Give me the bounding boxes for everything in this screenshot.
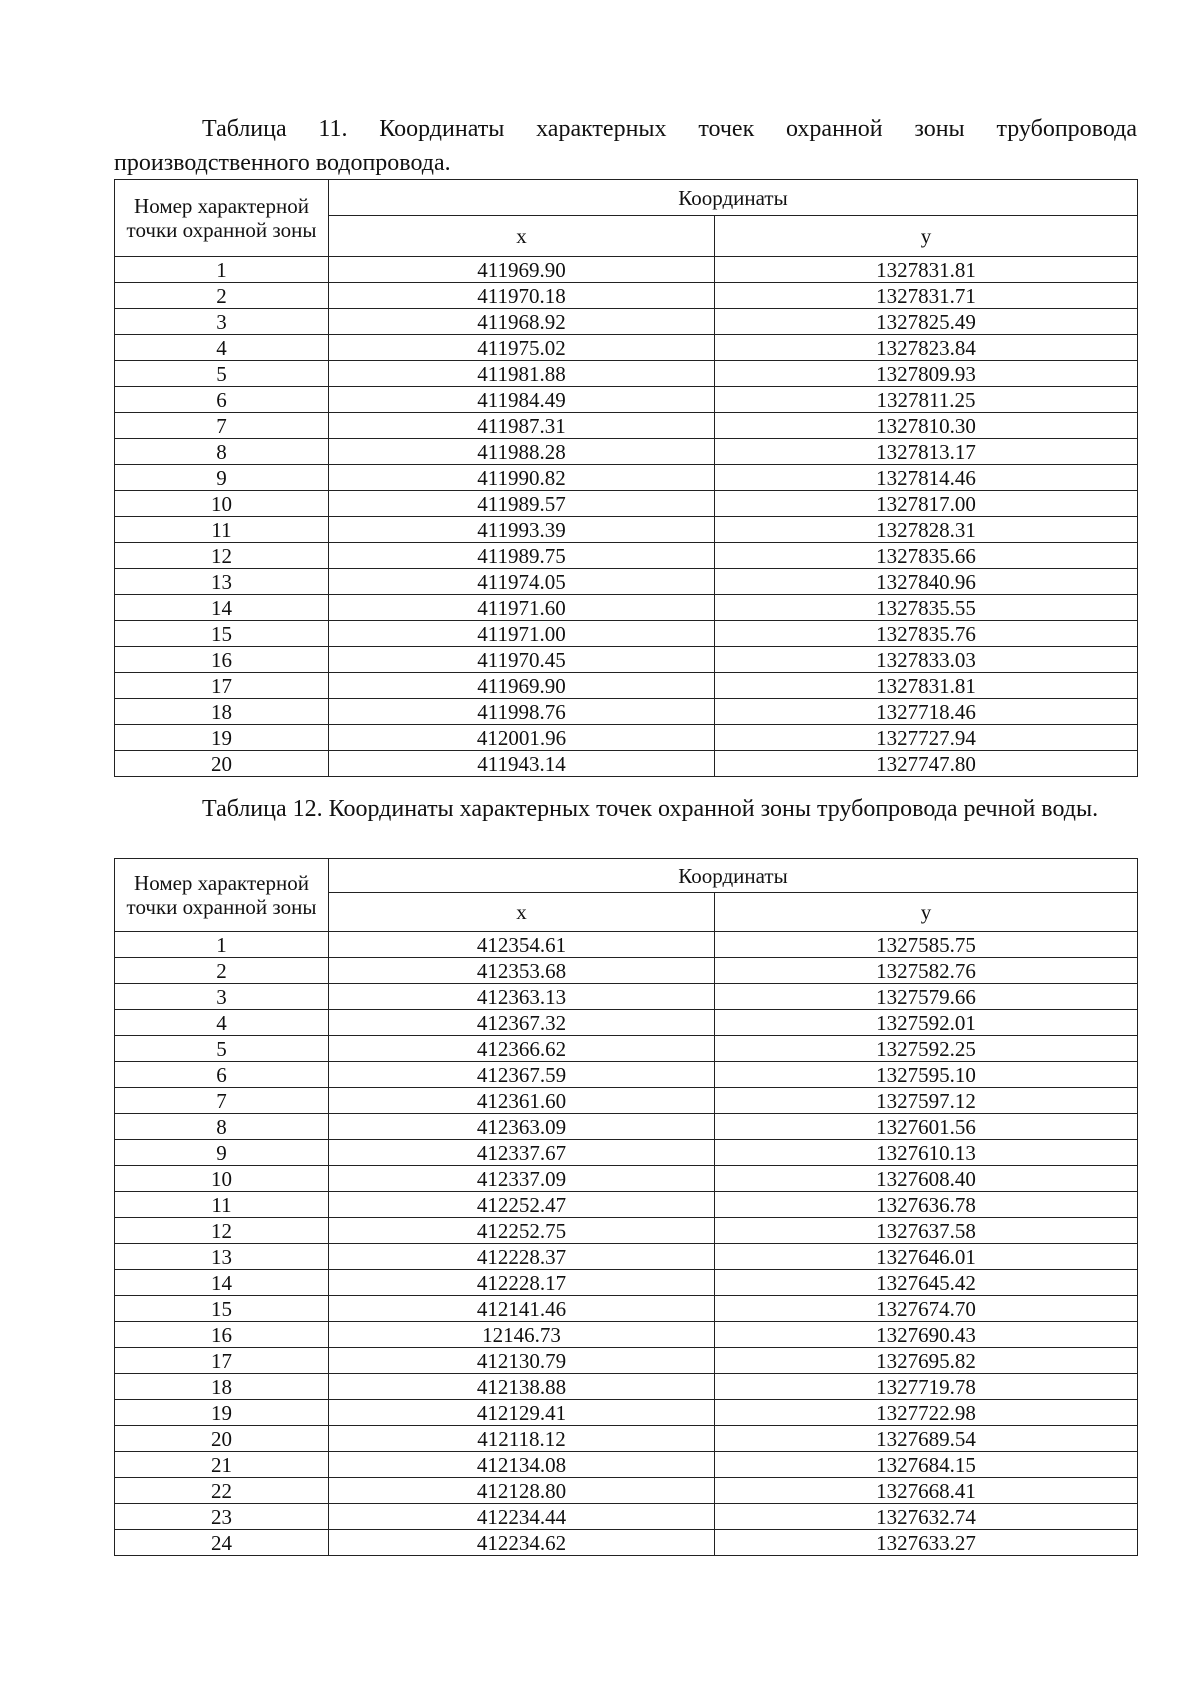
point-number: 9 [115, 465, 329, 491]
x-coordinate: 412363.13 [329, 984, 715, 1010]
table-row [115, 1296, 1138, 1322]
point-number: 5 [115, 1036, 329, 1062]
table-row [115, 1452, 1138, 1478]
table-row [115, 569, 1138, 595]
y-coordinate: 1327823.84 [715, 335, 1138, 361]
y-coordinate: 1327727.94 [715, 725, 1138, 751]
y-coordinate: 1327632.74 [715, 1504, 1138, 1530]
point-number: 7 [115, 1088, 329, 1114]
table-row [115, 984, 1138, 1010]
point-number: 13 [115, 1244, 329, 1270]
y-coordinate: 1327810.30 [715, 413, 1138, 439]
point-number: 19 [115, 725, 329, 751]
header-x: x [329, 893, 715, 932]
table-row [115, 1010, 1138, 1036]
x-coordinate: 412138.88 [329, 1374, 715, 1400]
table-row [115, 1036, 1138, 1062]
y-coordinate: 1327831.71 [715, 283, 1138, 309]
x-coordinate: 411975.02 [329, 335, 715, 361]
table-row [115, 465, 1138, 491]
x-coordinate: 412337.09 [329, 1166, 715, 1192]
point-number: 18 [115, 1374, 329, 1400]
header-coordinates: Координаты [329, 180, 1138, 216]
caption-text: Таблица 12. Координаты характерных точек охранной зоны трубопровода речной воды. [202, 796, 1099, 822]
x-coordinate: 411984.49 [329, 387, 715, 413]
x-coordinate: 411993.39 [329, 517, 715, 543]
x-coordinate: 411968.92 [329, 309, 715, 335]
x-coordinate: 412252.47 [329, 1192, 715, 1218]
point-number: 16 [115, 1322, 329, 1348]
table-row [115, 387, 1138, 413]
point-number: 2 [115, 283, 329, 309]
table-row [115, 1426, 1138, 1452]
x-coordinate: 412366.62 [329, 1036, 715, 1062]
y-coordinate: 1327601.56 [715, 1114, 1138, 1140]
x-coordinate: 412134.08 [329, 1452, 715, 1478]
table-row [115, 932, 1138, 958]
y-coordinate: 1327828.31 [715, 517, 1138, 543]
table-row [115, 1244, 1138, 1270]
x-coordinate: 411969.90 [329, 673, 715, 699]
point-number: 2 [115, 958, 329, 984]
point-number: 24 [115, 1530, 329, 1556]
point-number: 4 [115, 1010, 329, 1036]
table-row [115, 1322, 1138, 1348]
point-number: 19 [115, 1400, 329, 1426]
x-coordinate: 411989.57 [329, 491, 715, 517]
table-row [115, 413, 1138, 439]
point-number: 9 [115, 1140, 329, 1166]
point-number: 13 [115, 569, 329, 595]
point-number: 20 [115, 1426, 329, 1452]
y-coordinate: 1327695.82 [715, 1348, 1138, 1374]
point-number: 11 [115, 517, 329, 543]
point-number: 23 [115, 1504, 329, 1530]
table-row [115, 725, 1138, 751]
point-number: 17 [115, 673, 329, 699]
y-coordinate: 1327592.01 [715, 1010, 1138, 1036]
point-number: 14 [115, 1270, 329, 1296]
x-coordinate: 411987.31 [329, 413, 715, 439]
y-coordinate: 1327814.46 [715, 465, 1138, 491]
x-coordinate: 412354.61 [329, 932, 715, 958]
x-coordinate: 411981.88 [329, 361, 715, 387]
y-coordinate: 1327747.80 [715, 751, 1138, 777]
y-coordinate: 1327645.42 [715, 1270, 1138, 1296]
x-coordinate: 412367.59 [329, 1062, 715, 1088]
table-row [115, 361, 1138, 387]
x-coordinate: 411988.28 [329, 439, 715, 465]
x-coordinate: 412001.96 [329, 725, 715, 751]
x-coordinate: 412228.37 [329, 1244, 715, 1270]
x-coordinate: 412252.75 [329, 1218, 715, 1244]
x-coordinate: 412129.41 [329, 1400, 715, 1426]
x-coordinate: 411998.76 [329, 699, 715, 725]
x-coordinate: 412234.44 [329, 1504, 715, 1530]
x-coordinate: 412128.80 [329, 1478, 715, 1504]
y-coordinate: 1327674.70 [715, 1296, 1138, 1322]
y-coordinate: 1327809.93 [715, 361, 1138, 387]
x-coordinate: 412363.09 [329, 1114, 715, 1140]
y-coordinate: 1327835.76 [715, 621, 1138, 647]
table-12-caption [114, 792, 1137, 826]
point-number: 10 [115, 491, 329, 517]
y-coordinate: 1327592.25 [715, 1036, 1138, 1062]
y-coordinate: 1327637.58 [715, 1218, 1138, 1244]
y-coordinate: 1327597.12 [715, 1088, 1138, 1114]
header-x: x [329, 216, 715, 257]
y-coordinate: 1327718.46 [715, 699, 1138, 725]
y-coordinate: 1327646.01 [715, 1244, 1138, 1270]
header-point-number: Номер характерной точки охранной зоны [115, 180, 329, 257]
point-number: 7 [115, 413, 329, 439]
y-coordinate: 1327813.17 [715, 439, 1138, 465]
table-row [115, 673, 1138, 699]
table-row [115, 1400, 1138, 1426]
caption-text: Таблица 11. Координаты характерных точек охранной зоны трубопровода производственного водопровода. [114, 116, 1137, 176]
y-coordinate: 1327833.03 [715, 647, 1138, 673]
point-number: 6 [115, 1062, 329, 1088]
point-number: 5 [115, 361, 329, 387]
x-coordinate: 411990.82 [329, 465, 715, 491]
table-row [115, 699, 1138, 725]
y-coordinate: 1327831.81 [715, 257, 1138, 283]
point-number: 21 [115, 1452, 329, 1478]
y-coordinate: 1327719.78 [715, 1374, 1138, 1400]
header-y: y [715, 893, 1138, 932]
y-coordinate: 1327610.13 [715, 1140, 1138, 1166]
point-number: 14 [115, 595, 329, 621]
x-coordinate: 411970.45 [329, 647, 715, 673]
table-row [115, 309, 1138, 335]
table-row [115, 1088, 1138, 1114]
point-number: 15 [115, 621, 329, 647]
x-coordinate: 412228.17 [329, 1270, 715, 1296]
point-number: 8 [115, 1114, 329, 1140]
y-coordinate: 1327585.75 [715, 932, 1138, 958]
point-number: 12 [115, 543, 329, 569]
table-row [115, 543, 1138, 569]
table-11-caption [114, 112, 1137, 180]
point-number: 1 [115, 932, 329, 958]
x-coordinate: 412130.79 [329, 1348, 715, 1374]
y-coordinate: 1327595.10 [715, 1062, 1138, 1088]
y-coordinate: 1327633.27 [715, 1530, 1138, 1556]
x-coordinate: 412141.46 [329, 1296, 715, 1322]
y-coordinate: 1327690.43 [715, 1322, 1138, 1348]
point-number: 8 [115, 439, 329, 465]
y-coordinate: 1327835.55 [715, 595, 1138, 621]
table-row [115, 1166, 1138, 1192]
y-coordinate: 1327689.54 [715, 1426, 1138, 1452]
table-row [115, 1270, 1138, 1296]
x-coordinate: 411969.90 [329, 257, 715, 283]
table-row [115, 1114, 1138, 1140]
x-coordinate: 412367.32 [329, 1010, 715, 1036]
table-row [115, 958, 1138, 984]
point-number: 6 [115, 387, 329, 413]
table-row [115, 1192, 1138, 1218]
x-coordinate: 411971.00 [329, 621, 715, 647]
y-coordinate: 1327811.25 [715, 387, 1138, 413]
table-row [115, 621, 1138, 647]
x-coordinate: 411989.75 [329, 543, 715, 569]
table-row [115, 257, 1138, 283]
x-coordinate: 411974.05 [329, 569, 715, 595]
table-row [115, 647, 1138, 673]
y-coordinate: 1327825.49 [715, 309, 1138, 335]
point-number: 12 [115, 1218, 329, 1244]
table-row [115, 1140, 1138, 1166]
table-row [115, 1218, 1138, 1244]
x-coordinate: 411970.18 [329, 283, 715, 309]
header-point-number: Номер характерной точки охранной зоны [115, 859, 329, 932]
x-coordinate: 411971.60 [329, 595, 715, 621]
table-row [115, 595, 1138, 621]
y-coordinate: 1327608.40 [715, 1166, 1138, 1192]
table-row [115, 439, 1138, 465]
header-coordinates: Координаты [329, 859, 1138, 893]
point-number: 11 [115, 1192, 329, 1218]
x-coordinate: 12146.73 [329, 1322, 715, 1348]
y-coordinate: 1327636.78 [715, 1192, 1138, 1218]
table-row [115, 1374, 1138, 1400]
table-row [115, 1504, 1138, 1530]
x-coordinate: 412361.60 [329, 1088, 715, 1114]
table-row [115, 1348, 1138, 1374]
table-row [115, 1478, 1138, 1504]
y-coordinate: 1327582.76 [715, 958, 1138, 984]
y-coordinate: 1327579.66 [715, 984, 1138, 1010]
y-coordinate: 1327817.00 [715, 491, 1138, 517]
point-number: 1 [115, 257, 329, 283]
header-y: y [715, 216, 1138, 257]
point-number: 17 [115, 1348, 329, 1374]
x-coordinate: 412337.67 [329, 1140, 715, 1166]
point-number: 15 [115, 1296, 329, 1322]
table-row [115, 751, 1138, 777]
y-coordinate: 1327668.41 [715, 1478, 1138, 1504]
table-11 [114, 179, 1138, 777]
point-number: 4 [115, 335, 329, 361]
point-number: 20 [115, 751, 329, 777]
table-row [115, 1530, 1138, 1556]
x-coordinate: 412353.68 [329, 958, 715, 984]
table-row [115, 335, 1138, 361]
y-coordinate: 1327722.98 [715, 1400, 1138, 1426]
table-row [115, 1062, 1138, 1088]
y-coordinate: 1327835.66 [715, 543, 1138, 569]
point-number: 3 [115, 984, 329, 1010]
table-row [115, 517, 1138, 543]
point-number: 18 [115, 699, 329, 725]
point-number: 16 [115, 647, 329, 673]
x-coordinate: 412234.62 [329, 1530, 715, 1556]
x-coordinate: 411943.14 [329, 751, 715, 777]
table-row [115, 491, 1138, 517]
point-number: 22 [115, 1478, 329, 1504]
y-coordinate: 1327831.81 [715, 673, 1138, 699]
x-coordinate: 412118.12 [329, 1426, 715, 1452]
point-number: 10 [115, 1166, 329, 1192]
table-12 [114, 858, 1138, 1556]
y-coordinate: 1327840.96 [715, 569, 1138, 595]
point-number: 3 [115, 309, 329, 335]
table-row [115, 283, 1138, 309]
y-coordinate: 1327684.15 [715, 1452, 1138, 1478]
